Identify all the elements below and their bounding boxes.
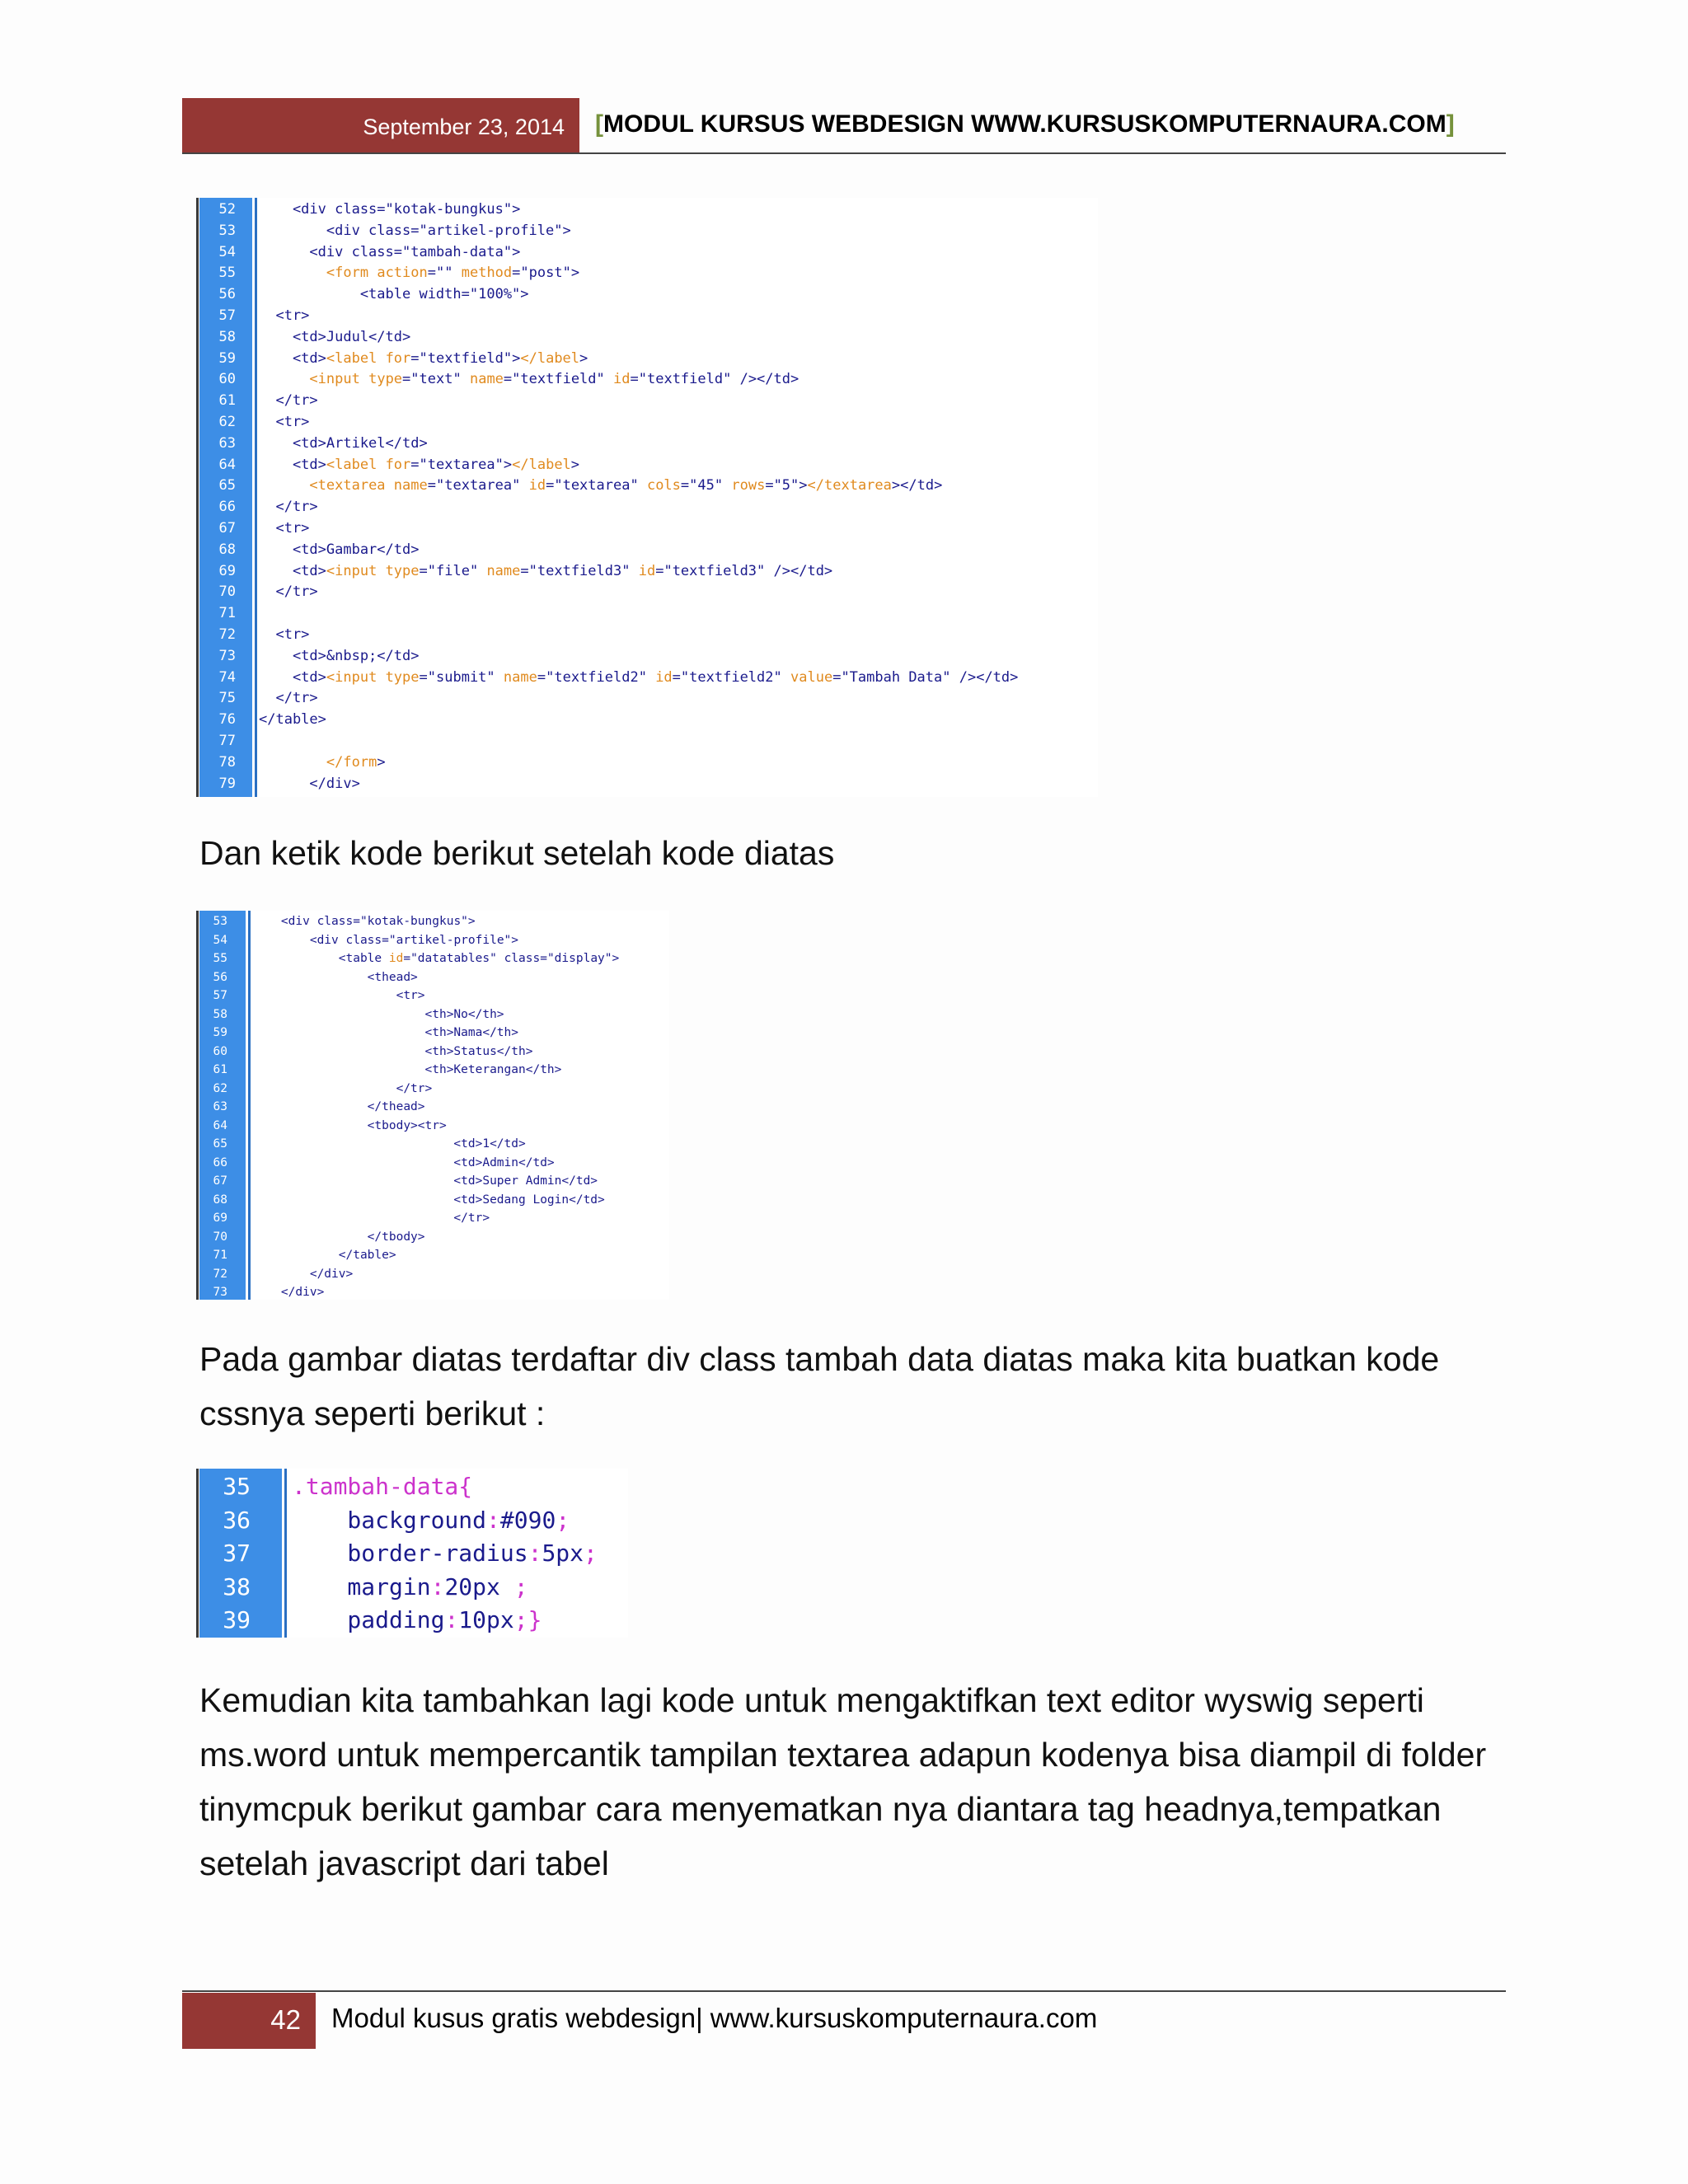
line-number: 66	[213, 1155, 227, 1169]
code-text: </tr>	[259, 690, 318, 707]
line-number: 73	[213, 1286, 227, 1299]
line-number: 35	[223, 1473, 251, 1500]
code-text: <table id="datatables" class="display">	[252, 952, 620, 965]
line-number: 72	[213, 1267, 227, 1281]
code-text: </div>	[252, 1267, 354, 1281]
line-number: 70	[218, 583, 236, 601]
header-date-box	[182, 98, 579, 154]
code-screenshot-form	[199, 198, 1098, 797]
code-text: <div class="artikel-profile">	[252, 933, 519, 947]
code-text: <td>Artikel</td>	[259, 434, 428, 452]
line-number: 67	[218, 520, 236, 537]
code-text: </thead>	[252, 1100, 425, 1113]
code-screenshot-table	[199, 911, 669, 1300]
footer-text: Modul kusus gratis webdesign| www.kursuskomputernaura.com	[331, 2003, 1098, 2033]
line-number: 61	[213, 1063, 227, 1076]
code-text: </tbody>	[252, 1230, 425, 1244]
code-text: </tr>	[259, 583, 318, 601]
line-number: 64	[213, 1118, 227, 1132]
code-text: <input type="text" name="textfield" id="textfield" /></td>	[309, 371, 799, 388]
line-number: 75	[218, 690, 236, 707]
code-text: background:#090;	[292, 1506, 570, 1534]
line-number: 53	[218, 222, 236, 239]
line-number: 77	[218, 733, 236, 749]
code-text: <td><input type="file" name="textfield3" id="textfield3" /></td>	[259, 562, 833, 579]
line-number: 65	[218, 477, 236, 494]
code-text: <td>&nbsp;</td>	[259, 647, 420, 664]
line-number: 61	[218, 392, 236, 410]
paragraph-3: Kemudian kita tambahkan lagi kode untuk mengaktifkan text editor wyswig seperti ms.word untuk mempercantik tampilan textarea adapun kodenya bisa diampil di folder tinymcpuk berikut gambar cara menyematkan nya diantara tag headnya,tempatkan setelah javascript dari tabel	[199, 1681, 1487, 1882]
line-number: 55	[218, 265, 236, 282]
code-text: <td>Gambar</td>	[259, 541, 420, 558]
code-text: </div>	[259, 775, 360, 792]
code-text: <th>No</th>	[252, 1007, 504, 1021]
header-divider	[182, 152, 1506, 154]
code-text: <form action="" method="post">	[326, 265, 580, 282]
code-text: </tr>	[252, 1212, 490, 1225]
code-text: <th>Keterangan</th>	[252, 1063, 562, 1076]
line-number: 39	[223, 1606, 251, 1633]
line-number: 37	[223, 1540, 251, 1567]
line-number: 62	[218, 414, 236, 430]
code-text: </div>	[252, 1286, 325, 1299]
header-date: September 23, 2014	[363, 115, 565, 139]
line-number: 69	[218, 562, 236, 579]
line-number: 57	[213, 989, 227, 1002]
line-number: 70	[213, 1230, 227, 1244]
code-text: <td><label for="textarea"></label>	[259, 456, 580, 473]
code-text: <thead>	[252, 970, 418, 984]
code-text: border-radius:5px;	[292, 1540, 598, 1567]
code-text: <td>Super Admin</td>	[252, 1174, 598, 1188]
code-text: margin:20px ;	[292, 1572, 528, 1601]
line-number: 78	[218, 753, 236, 771]
line-number: 58	[213, 1007, 227, 1021]
code-text: <td><input type="submit" name="textfield2" id="textfield2" value="Tambah Data" /></td>	[259, 668, 1019, 686]
line-number: 56	[213, 970, 227, 984]
code-text: <tr>	[259, 414, 310, 430]
line-number: 52	[218, 201, 236, 218]
code-text: <div class="kotak-bungkus">	[252, 915, 476, 928]
code-text: <th>Nama</th>	[252, 1026, 519, 1039]
code-text: <div class="tambah-data">	[259, 243, 521, 260]
line-number: 60	[213, 1044, 227, 1058]
paragraph-2: Pada gambar diatas terdaftar div class tambah data diatas maka kita buatkan kode cssnya seperti berikut :	[199, 1340, 1440, 1432]
code-text: <table width="100%">	[259, 286, 529, 303]
line-number: 62	[213, 1081, 227, 1095]
line-number: 58	[218, 328, 236, 345]
page-number: 42	[270, 2004, 301, 2035]
line-number: 67	[213, 1174, 227, 1188]
line-number: 66	[218, 499, 236, 516]
line-number: 56	[218, 286, 236, 303]
line-number: 53	[213, 915, 227, 928]
code-text: <td>Judul</td>	[259, 328, 411, 345]
line-number: 73	[218, 647, 236, 664]
line-number: 72	[218, 626, 236, 643]
header-title-text: MODUL KURSUS WEBDESIGN WWW.KURSUSKOMPUTERNAURA.COM	[603, 110, 1447, 138]
line-number: 38	[223, 1572, 251, 1601]
line-number: 65	[213, 1137, 227, 1151]
code-text: <tr>	[259, 626, 310, 643]
line-number: 59	[218, 349, 236, 367]
code-text: padding:10px;}	[292, 1606, 542, 1633]
code-text: <div class="artikel-profile">	[259, 222, 571, 239]
header-bracket-open: [	[595, 110, 603, 138]
line-number: 71	[218, 605, 236, 622]
paragraph-1: Dan ketik kode berikut setelah kode diatas	[199, 834, 835, 872]
code-text: </table>	[259, 711, 326, 729]
line-number: 60	[218, 371, 236, 388]
code-text: </form>	[326, 753, 386, 771]
line-number: 79	[218, 775, 236, 792]
code-text: </tr>	[259, 499, 318, 516]
line-number: 55	[213, 952, 227, 965]
line-number: 36	[223, 1506, 251, 1534]
line-number: 74	[218, 668, 236, 686]
header-bracket-close: ]	[1446, 110, 1455, 138]
line-number: 68	[218, 541, 236, 558]
code-text: <td><label for="textfield"></label>	[259, 349, 588, 367]
code-text: <div class="kotak-bungkus">	[259, 201, 521, 218]
code-text: <tr>	[259, 520, 310, 537]
line-number: 54	[213, 933, 227, 947]
line-number: 69	[213, 1212, 227, 1225]
code-text: <tbody><tr>	[252, 1118, 447, 1132]
code-text: <td>Sedang Login</td>	[252, 1193, 605, 1207]
line-number: 64	[218, 456, 236, 473]
line-number: 63	[213, 1100, 227, 1113]
code-text: <th>Status</th>	[252, 1044, 533, 1058]
footer-page-box	[182, 1993, 316, 2049]
footer-divider	[182, 1990, 1506, 1992]
header-title	[595, 110, 1455, 138]
line-number: 59	[213, 1026, 227, 1039]
code-screenshot-css	[199, 1469, 628, 1638]
code-text: <tr>	[259, 307, 310, 324]
code-text: <td>1</td>	[252, 1137, 526, 1151]
line-number: 68	[213, 1193, 227, 1207]
code-text: </table>	[252, 1249, 396, 1262]
code-text: <textarea name="textarea" id="textarea" cols="45" rows="5"></textarea></td>	[309, 477, 943, 494]
code-text: .tambah-data{	[292, 1473, 473, 1500]
line-number: 71	[213, 1249, 227, 1262]
code-text: </tr>	[259, 392, 318, 410]
code-text: </tr>	[252, 1081, 433, 1095]
code-text: <td>Admin</td>	[252, 1155, 555, 1169]
code-text: <tr>	[252, 989, 425, 1002]
line-number: 63	[218, 434, 236, 452]
line-number: 57	[218, 307, 236, 324]
line-number: 54	[218, 243, 236, 260]
line-number: 76	[218, 711, 236, 729]
